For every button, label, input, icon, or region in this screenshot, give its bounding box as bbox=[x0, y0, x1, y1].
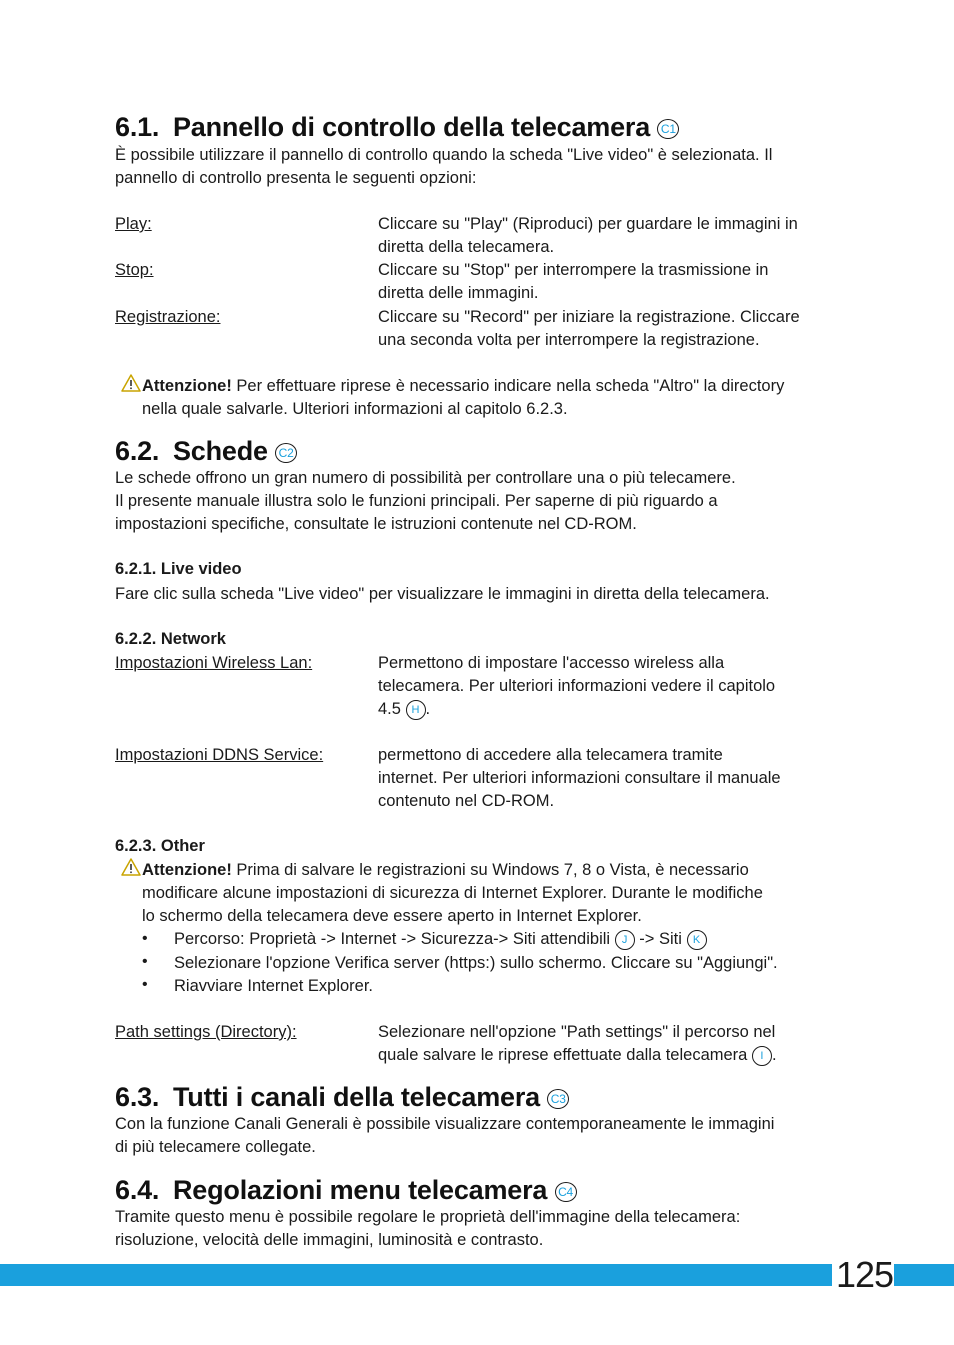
section-6-2-heading bbox=[115, 436, 297, 467]
definition-play: Cliccare su "Play" (Riproduci) per guardare le immagini in diretta della telecamera. bbox=[378, 215, 798, 256]
section-number: 6.4. bbox=[115, 1175, 160, 1205]
subsection-live-video-heading: 6.2.1. Live video bbox=[115, 560, 242, 578]
warning-label: Attenzione! bbox=[142, 377, 232, 395]
section-number: 6.2. bbox=[115, 436, 160, 466]
term-stop: Stop: bbox=[115, 261, 154, 279]
warning-label: Attenzione! bbox=[142, 861, 232, 879]
section-number: 6.3. bbox=[115, 1082, 160, 1112]
callout-badge: C3 bbox=[547, 1089, 569, 1109]
section-6-1-intro: È possibile utilizzare il pannello di controllo quando la scheda "Live video" è selezionata. Il pannello di controllo presenta le seguenti opzioni: bbox=[115, 146, 773, 187]
warning-note-other: Attenzione! Prima di salvare le registrazioni su Windows 7, 8 o Vista, è necessario modificare alcune impostazioni di sicurezza di Internet Explorer. Durante le modifiche lo schermo della telecamera deve essere aperto in Internet Explorer. bbox=[142, 861, 763, 925]
warning-icon bbox=[121, 374, 141, 396]
section-title: Pannello di controllo della telecamera bbox=[173, 112, 651, 142]
section-6-1-heading bbox=[115, 112, 679, 143]
bullet-item-path: Percorso: Proprietà -> Internet -> Sicurezza-> Siti attendibili J -> Siti K bbox=[174, 928, 707, 951]
callout-badge: C1 bbox=[657, 119, 679, 139]
warning-note-6-1: Attenzione! Per effettuare riprese è necessario indicare nella scheda "Altro" la directory nella quale salvarle. Ulteriori informazioni al capitolo 6.2.3. bbox=[142, 377, 785, 418]
callout-badge: H bbox=[406, 700, 426, 720]
definition-path-settings: Selezionare nell'opzione "Path settings" il percorso nel quale salvare le riprese effettuate dalla telecamera I . bbox=[378, 1023, 777, 1064]
bullet-marker: • bbox=[142, 976, 148, 993]
callout-badge: C4 bbox=[555, 1182, 577, 1202]
bullet-marker: • bbox=[142, 930, 148, 947]
subsection-other-heading: 6.2.3. Other bbox=[115, 837, 205, 855]
callout-badge: K bbox=[687, 930, 707, 950]
footer-accent-bar bbox=[0, 1264, 954, 1286]
section-6-3-heading bbox=[115, 1082, 569, 1113]
callout-badge: I bbox=[752, 1046, 772, 1066]
term-registrazione: Registrazione: bbox=[115, 308, 221, 326]
section-title: Schede bbox=[173, 436, 268, 466]
definition-stop: Cliccare su "Stop" per interrompere la trasmissione in diretta delle immagini. bbox=[378, 261, 769, 302]
section-6-4-heading bbox=[115, 1175, 577, 1206]
callout-badge: J bbox=[615, 930, 635, 950]
term-path-settings: Path settings (Directory): bbox=[115, 1023, 297, 1041]
section-number: 6.1. bbox=[115, 112, 160, 142]
section-6-3-text: Con la funzione Canali Generali è possibile visualizzare contemporaneamente le immagini di più telecamere collegate. bbox=[115, 1115, 775, 1156]
callout-badge: C2 bbox=[275, 443, 297, 463]
section-title: Tutti i canali della telecamera bbox=[173, 1082, 540, 1112]
term-ddns-service: Impostazioni DDNS Service: bbox=[115, 746, 324, 764]
bullet-item-restart: Riavviare Internet Explorer. bbox=[174, 977, 374, 995]
definition-wireless-lan: Permettono di impostare l'accesso wireless alla telecamera. Per ulteriori informazioni vedere il capitolo 4.5 H . bbox=[378, 654, 776, 718]
section-title: Regolazioni menu telecamera bbox=[173, 1175, 548, 1205]
definition-ddns-service: permettono di accedere alla telecamera tramite internet. Per ulteriori informazioni consultare il manuale contenuto nel CD-ROM. bbox=[378, 746, 781, 810]
bullet-item-verify: Selezionare l'opzione Verifica server (https:) sullo schermo. Cliccare su "Aggiungi". bbox=[174, 954, 778, 972]
bullet-marker: • bbox=[142, 953, 148, 970]
term-wireless-lan: Impostazioni Wireless Lan: bbox=[115, 654, 313, 672]
term-play: Play: bbox=[115, 215, 152, 233]
section-6-4-text: Tramite questo menu è possibile regolare le proprietà dell'immagine della telecamera: risoluzione, velocità delle immagini, luminosità e contrasto. bbox=[115, 1208, 741, 1249]
live-video-text: Fare clic sulla scheda "Live video" per visualizzare le immagini in diretta della telecamera. bbox=[115, 585, 770, 603]
subsection-network-heading: 6.2.2. Network bbox=[115, 630, 226, 648]
page-number: 125 bbox=[836, 1254, 894, 1295]
warning-icon bbox=[121, 858, 141, 880]
section-6-2-intro: Le schede offrono un gran numero di possibilità per controllare una o più telecamere. Il presente manuale illustra solo le funzioni principali. Per saperne di più riguardo a impostazioni specifiche, consultate le istruzioni contenute nel CD-ROM. bbox=[115, 469, 736, 533]
definition-registrazione: Cliccare su "Record" per iniziare la registrazione. Cliccare una seconda volta per interrompere la registrazione. bbox=[378, 308, 800, 349]
